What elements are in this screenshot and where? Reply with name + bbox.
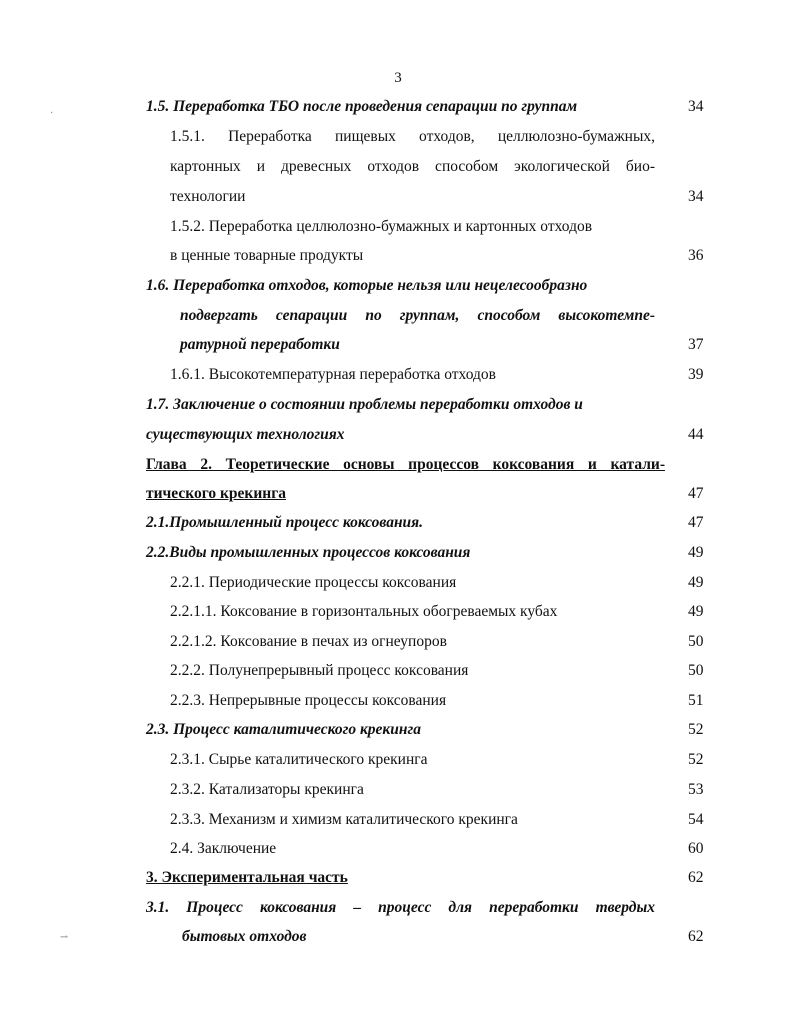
toc-heading-1-7-line2: существующих технологиях (146, 426, 345, 443)
toc-page-2-2-1-1: 49 (688, 603, 704, 620)
toc-entry-1-5-1-line2: картонных и древесных отходов способом экологической био- (170, 158, 655, 175)
toc-heading-1-5: 1.5. Переработка ТБО после проведения сепарации по группам (146, 98, 578, 115)
toc-heading-1-6-line1: 1.6. Переработка отходов, которые нельзя или нецелесообразно (146, 277, 588, 294)
toc-heading-1-6-line2: подвергать сепарации по группам, способом высокотемпе- (180, 307, 655, 324)
toc-chapter-2-line2: тического крекинга (146, 485, 286, 502)
toc-page-1-5: 34 (688, 98, 704, 115)
toc-page-2-2: 49 (688, 544, 704, 561)
toc-page-1-6-1: 39 (688, 366, 704, 383)
toc-page-1-7: 44 (688, 426, 704, 443)
toc-page-chapter-3: 62 (688, 869, 704, 886)
toc-chapter-3: 3. Экспериментальная часть (146, 869, 348, 886)
toc-chapter-2-line1: Глава 2. Теоретические основы процессов коксования и катали- (146, 456, 665, 473)
toc-entry-2-3-2: 2.3.2. Катализаторы крекинга (170, 781, 364, 798)
toc-heading-2-2: 2.2.Виды промышленных процессов коксования (146, 544, 471, 561)
toc-heading-1-7-line1: 1.7. Заключение о состоянии проблемы переработки отходов и (146, 396, 583, 413)
toc-entry-2-3-3: 2.3.3. Механизм и химизм каталитического крекинга (170, 811, 518, 828)
toc-page-2-3-2: 53 (688, 781, 704, 798)
toc-entry-1-5-2-line2: в ценные товарные продукты (170, 247, 364, 264)
toc-heading-1-6-line3: ратурной переработки (180, 336, 340, 353)
toc-page-2-2-2: 50 (688, 662, 704, 679)
scan-mark: ⇀ (60, 932, 69, 943)
toc-page-1-6: 37 (688, 336, 704, 353)
toc-page-2-3-1: 52 (688, 751, 704, 768)
toc-page-chapter-2: 47 (688, 485, 704, 502)
toc-entry-1-6-1: 1.6.1. Высокотемпературная переработка отходов (170, 366, 496, 383)
toc-entry-1-5-1-line1: 1.5.1. Переработка пищевых отходов, целлюлозно-бумажных, (170, 128, 655, 145)
toc-page-3-1: 62 (688, 928, 704, 945)
toc-heading-3-1-line2: бытовых отходов (182, 928, 307, 945)
toc-page-2-2-1: 49 (688, 574, 704, 591)
toc-page-1-5-1: 34 (688, 188, 704, 205)
toc-page-2-3-3: 54 (688, 811, 704, 828)
toc-page-2-4: 60 (688, 840, 704, 857)
page-number: 3 (394, 70, 402, 86)
toc-entry-2-2-1-1: 2.2.1.1. Коксование в горизонтальных обогреваемых кубах (170, 603, 558, 620)
toc-entry-1-5-2-line1: 1.5.2. Переработка целлюлозно-бумажных и картонных отходов (170, 218, 593, 235)
toc-entry-2-2-2: 2.2.2. Полунепрерывный процесс коксования (170, 662, 469, 679)
toc-page-2-3: 52 (688, 721, 704, 738)
toc-entry-2-2-1: 2.2.1. Периодические процессы коксования (170, 574, 457, 591)
toc-page-2-2-3: 51 (688, 692, 704, 709)
toc-page-2-1: 47 (688, 514, 704, 531)
toc-heading-2-3: 2.3. Процесс каталитического крекинга (146, 721, 421, 738)
toc-entry-2-4: 2.4. Заключение (170, 840, 277, 857)
toc-entry-1-5-1-line3: технологии (170, 188, 246, 205)
toc-page-1-5-2: 36 (688, 247, 704, 264)
toc-entry-2-2-1-2: 2.2.1.2. Коксование в печах из огнеупоров (170, 633, 447, 650)
toc-heading-3-1-line1: 3.1. Процесс коксования – процесс для переработки твердых (146, 899, 655, 916)
toc-heading-2-1: 2.1.Промышленный процесс коксования. (146, 514, 424, 531)
toc-entry-2-2-3: 2.2.3. Непрерывные процессы коксования (170, 692, 447, 709)
scan-speck: · (50, 108, 54, 119)
toc-entry-2-3-1: 2.3.1. Сырье каталитического крекинга (170, 751, 428, 768)
toc-page-2-2-1-2: 50 (688, 633, 704, 650)
